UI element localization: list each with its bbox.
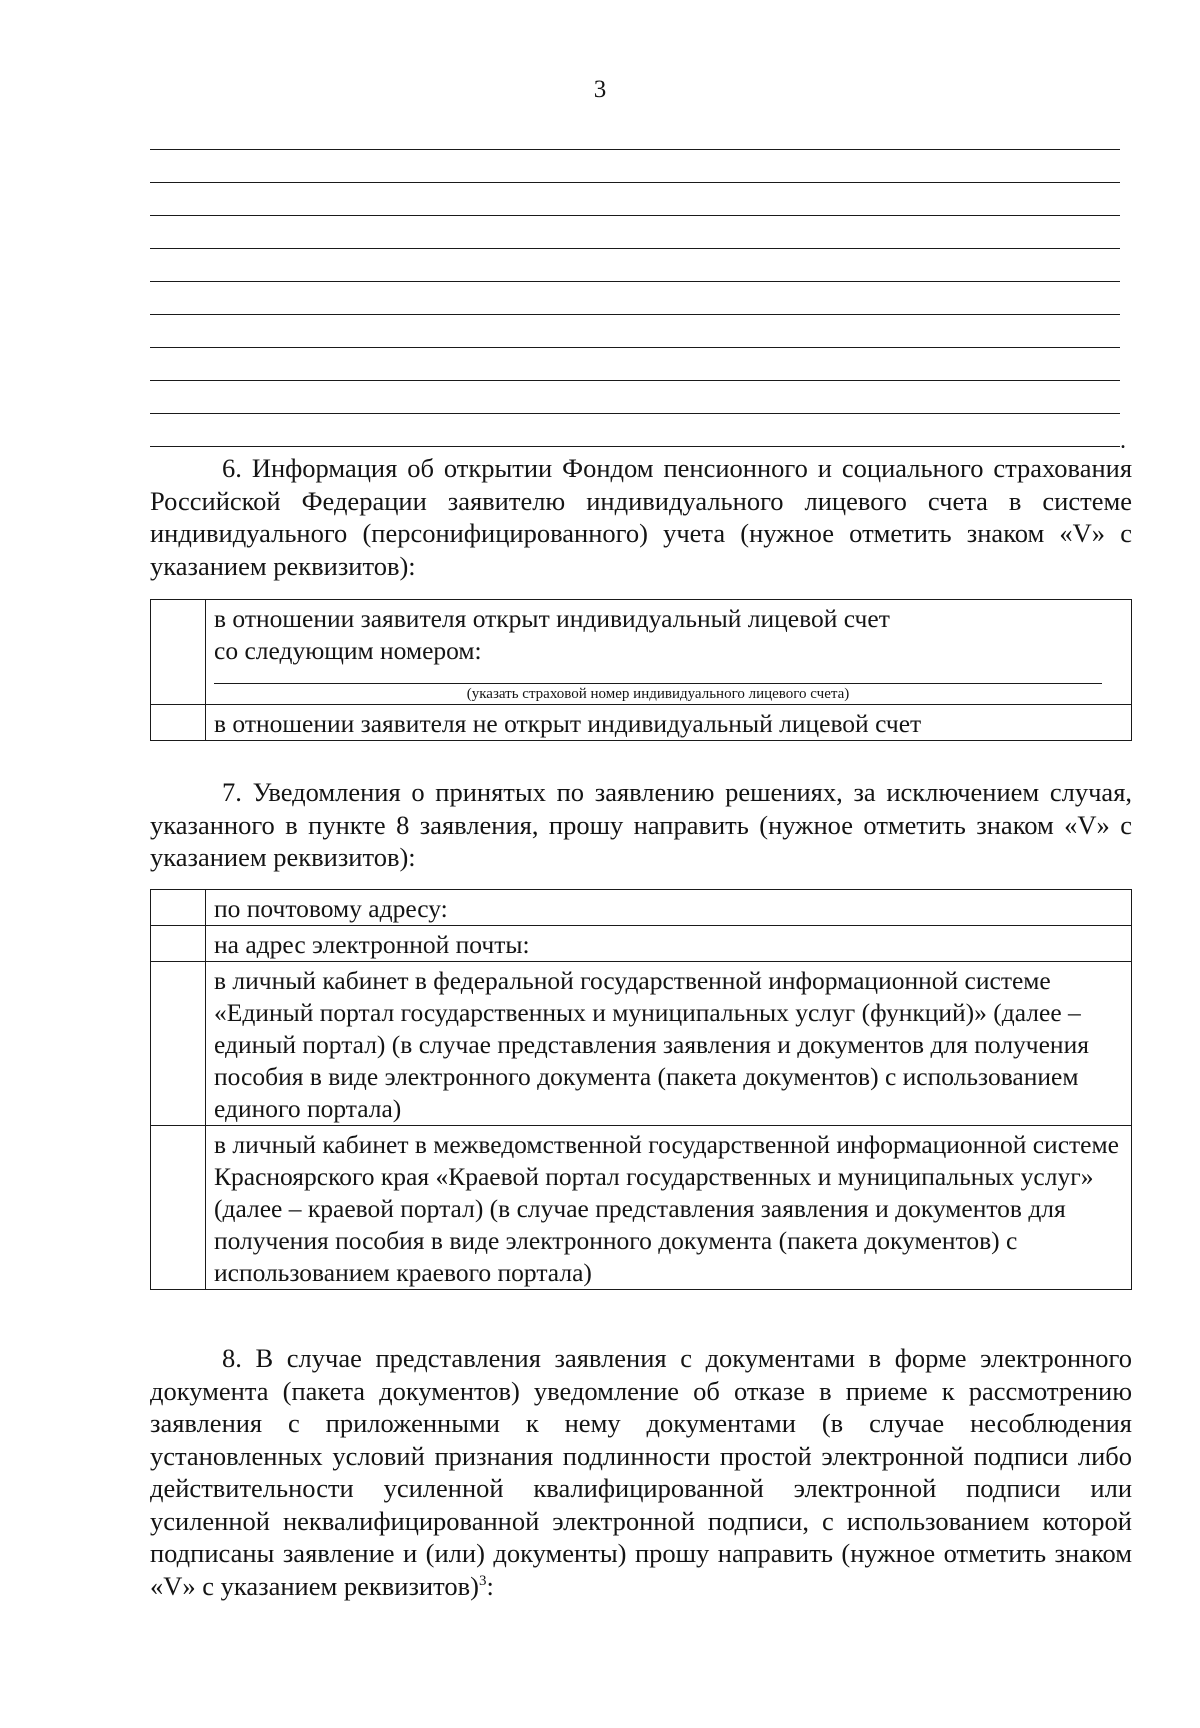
blank-line[interactable]	[150, 182, 1120, 183]
blank-line[interactable]	[150, 314, 1120, 315]
option-unified-portal: в личный кабинет в федеральной государственной информационной системе «Единый портал государственных и муниципальных услуг (функций)» (далее – единый портал) (в случае представления заявления и документов для получения пособия в виде электронного документа (пакета документов) с использованием единого портала)	[206, 962, 1132, 1126]
section-8-number: 8.	[222, 1343, 242, 1373]
section-6-number: 6.	[222, 453, 242, 483]
section-6-options-table	[150, 599, 1132, 741]
blank-line[interactable]	[150, 413, 1120, 414]
option-account-opened	[206, 600, 1132, 705]
section-6-text: Информация об открытии Фондом пенсионного и социального страхования Российской Федерации заявителю индивидуального лицевого счета в системе индивидуального (персонифицированного) учета (нужное отметить знаком «V» с указанием реквизитов):	[150, 453, 1133, 581]
option-account-not-opened: в отношении заявителя не открыт индивидуальный лицевой счет	[206, 705, 1132, 741]
blank-line[interactable]	[150, 215, 1120, 216]
option-postal-address: по почтовому адресу:	[206, 890, 1132, 926]
section-7-options-table	[150, 889, 1132, 1290]
section-8-text: В случае представления заявления с документами в форме электронного документа (пакета документов) уведомление об отказе в приеме к рассмотрению заявления с приложенными к нему документами (в случае несоблюдения установленных условий признания подлинности простой электронной подписи либо действительности усиленной квалифицированной электронной подписи или усиленной неквалифицированной электронной подписи, с использованием которой подписаны заявление и (или) документы) прошу направить (нужное отметить знаком «V» с указанием реквизитов)	[150, 1343, 1133, 1601]
page-number: 3	[593, 76, 607, 103]
table-row	[151, 705, 1132, 741]
account-number-hint: (указать страховой номер индивидуального лицевого счета)	[466, 686, 850, 702]
section-8-end: :	[486, 1570, 494, 1601]
option-email: на адрес электронной почты:	[206, 926, 1132, 962]
blank-line[interactable]	[150, 248, 1120, 249]
option-label: со следующим номером:	[214, 636, 482, 665]
blank-lines-end-dot: .	[1120, 428, 1126, 454]
blank-line[interactable]	[150, 380, 1120, 381]
blank-line[interactable]	[150, 347, 1120, 348]
checkbox-account-opened[interactable]	[151, 600, 206, 705]
option-label: в отношении заявителя открыт индивидуальный лицевой счет	[214, 604, 890, 633]
table-row	[151, 600, 1132, 705]
section-6-paragraph	[150, 452, 1132, 582]
option-regional-portal: в личный кабинет в межведомственной государственной информационной системе Красноярского края «Краевой портал государственных и муниципальных услуг» (далее – краевой портал) (в случае представления заявления и документов для получения пособия в виде электронного документа (пакета документов) с использованием краевого портала)	[206, 1126, 1132, 1290]
checkbox-postal-address[interactable]	[151, 890, 206, 926]
blank-line[interactable]	[150, 446, 1120, 447]
checkbox-account-not-opened[interactable]	[151, 705, 206, 741]
blank-line[interactable]	[150, 281, 1120, 282]
checkbox-unified-portal[interactable]	[151, 962, 206, 1126]
table-row	[151, 962, 1132, 1126]
checkbox-regional-portal[interactable]	[151, 1126, 206, 1290]
checkbox-email[interactable]	[151, 926, 206, 962]
section-7-paragraph	[150, 776, 1132, 874]
table-row	[151, 1126, 1132, 1290]
section-7-number: 7.	[222, 777, 242, 807]
footnote-marker: 3	[478, 1572, 487, 1589]
section-8-paragraph	[150, 1342, 1132, 1602]
table-row	[151, 890, 1132, 926]
table-row	[151, 926, 1132, 962]
section-7-text: Уведомления о принятых по заявлению решениях, за исключением случая, указанного в пункте 8 заявления, прошу направить (нужное отметить знаком «V» с указанием реквизитов):	[150, 777, 1133, 872]
blank-line[interactable]	[150, 149, 1120, 150]
